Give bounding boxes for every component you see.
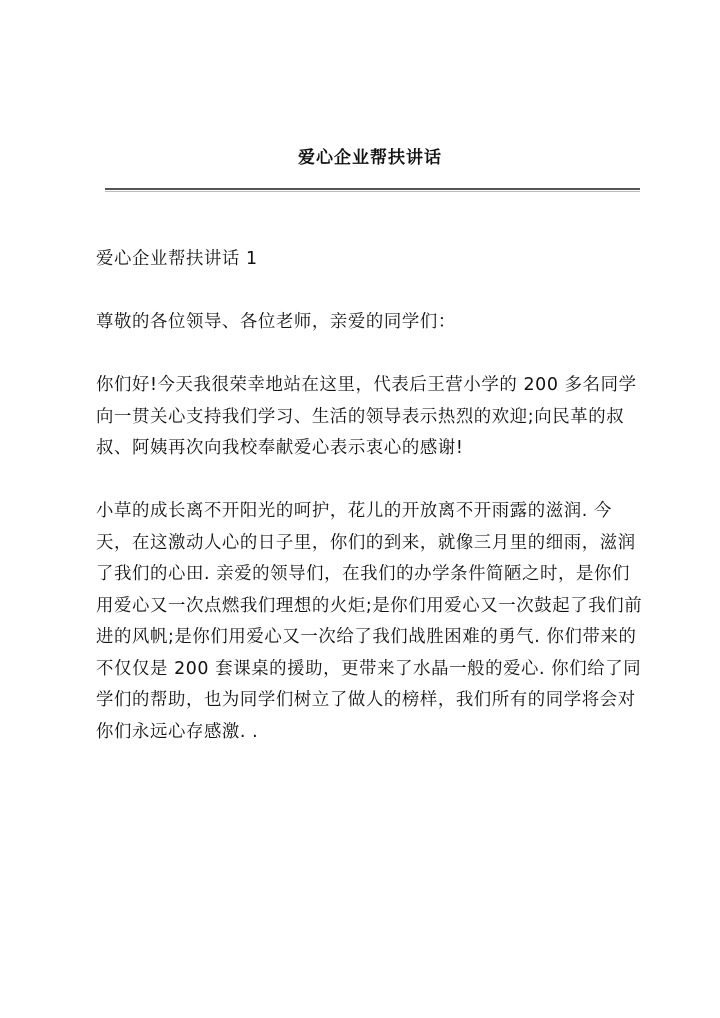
document-title: 爱心企业帮扶讲话 <box>298 148 442 168</box>
section-heading: 爱心企业帮扶讲话 1 <box>96 249 258 269</box>
title-divider <box>105 188 640 190</box>
document-body <box>96 244 644 748</box>
paragraph-gratitude: 小草的成长离不开阳光的呵护，花儿的开放离不开雨露的滋润. 今天，在这激动人心的日子里，你们的到来，就像三月里的细雨，滋润了我们的心田. 亲爱的领导们，在我们的办学条件简陋之时，是你们用爱心又一次点燃我们理想的火炬;是你们用爱心又一次鼓起了我们前进的风帆;是你们用爱心又一次给了我们战胜困难的勇气. 你们带来的不仅仅是 200 套课桌的援助，更带来了水晶一般的爱心. 你们给了同学们的帮助，也为同学们树立了做人的榜样，我们所有的同学将会对你们永远心存感激. . <box>96 501 643 742</box>
paragraph-welcome: 你们好!今天我很荣幸地站在这里，代表后王营小学的 200 多名同学向一贯关心支持我们学习、生活的领导表示热烈的欢迎;向民革的叔叔、阿姨再次向我校奉献爱心表示衷心的感谢! <box>96 375 637 458</box>
salutation: 尊敬的各位领导、各位老师，亲爱的同学们： <box>96 312 456 332</box>
title-divider-shadow <box>105 191 640 192</box>
